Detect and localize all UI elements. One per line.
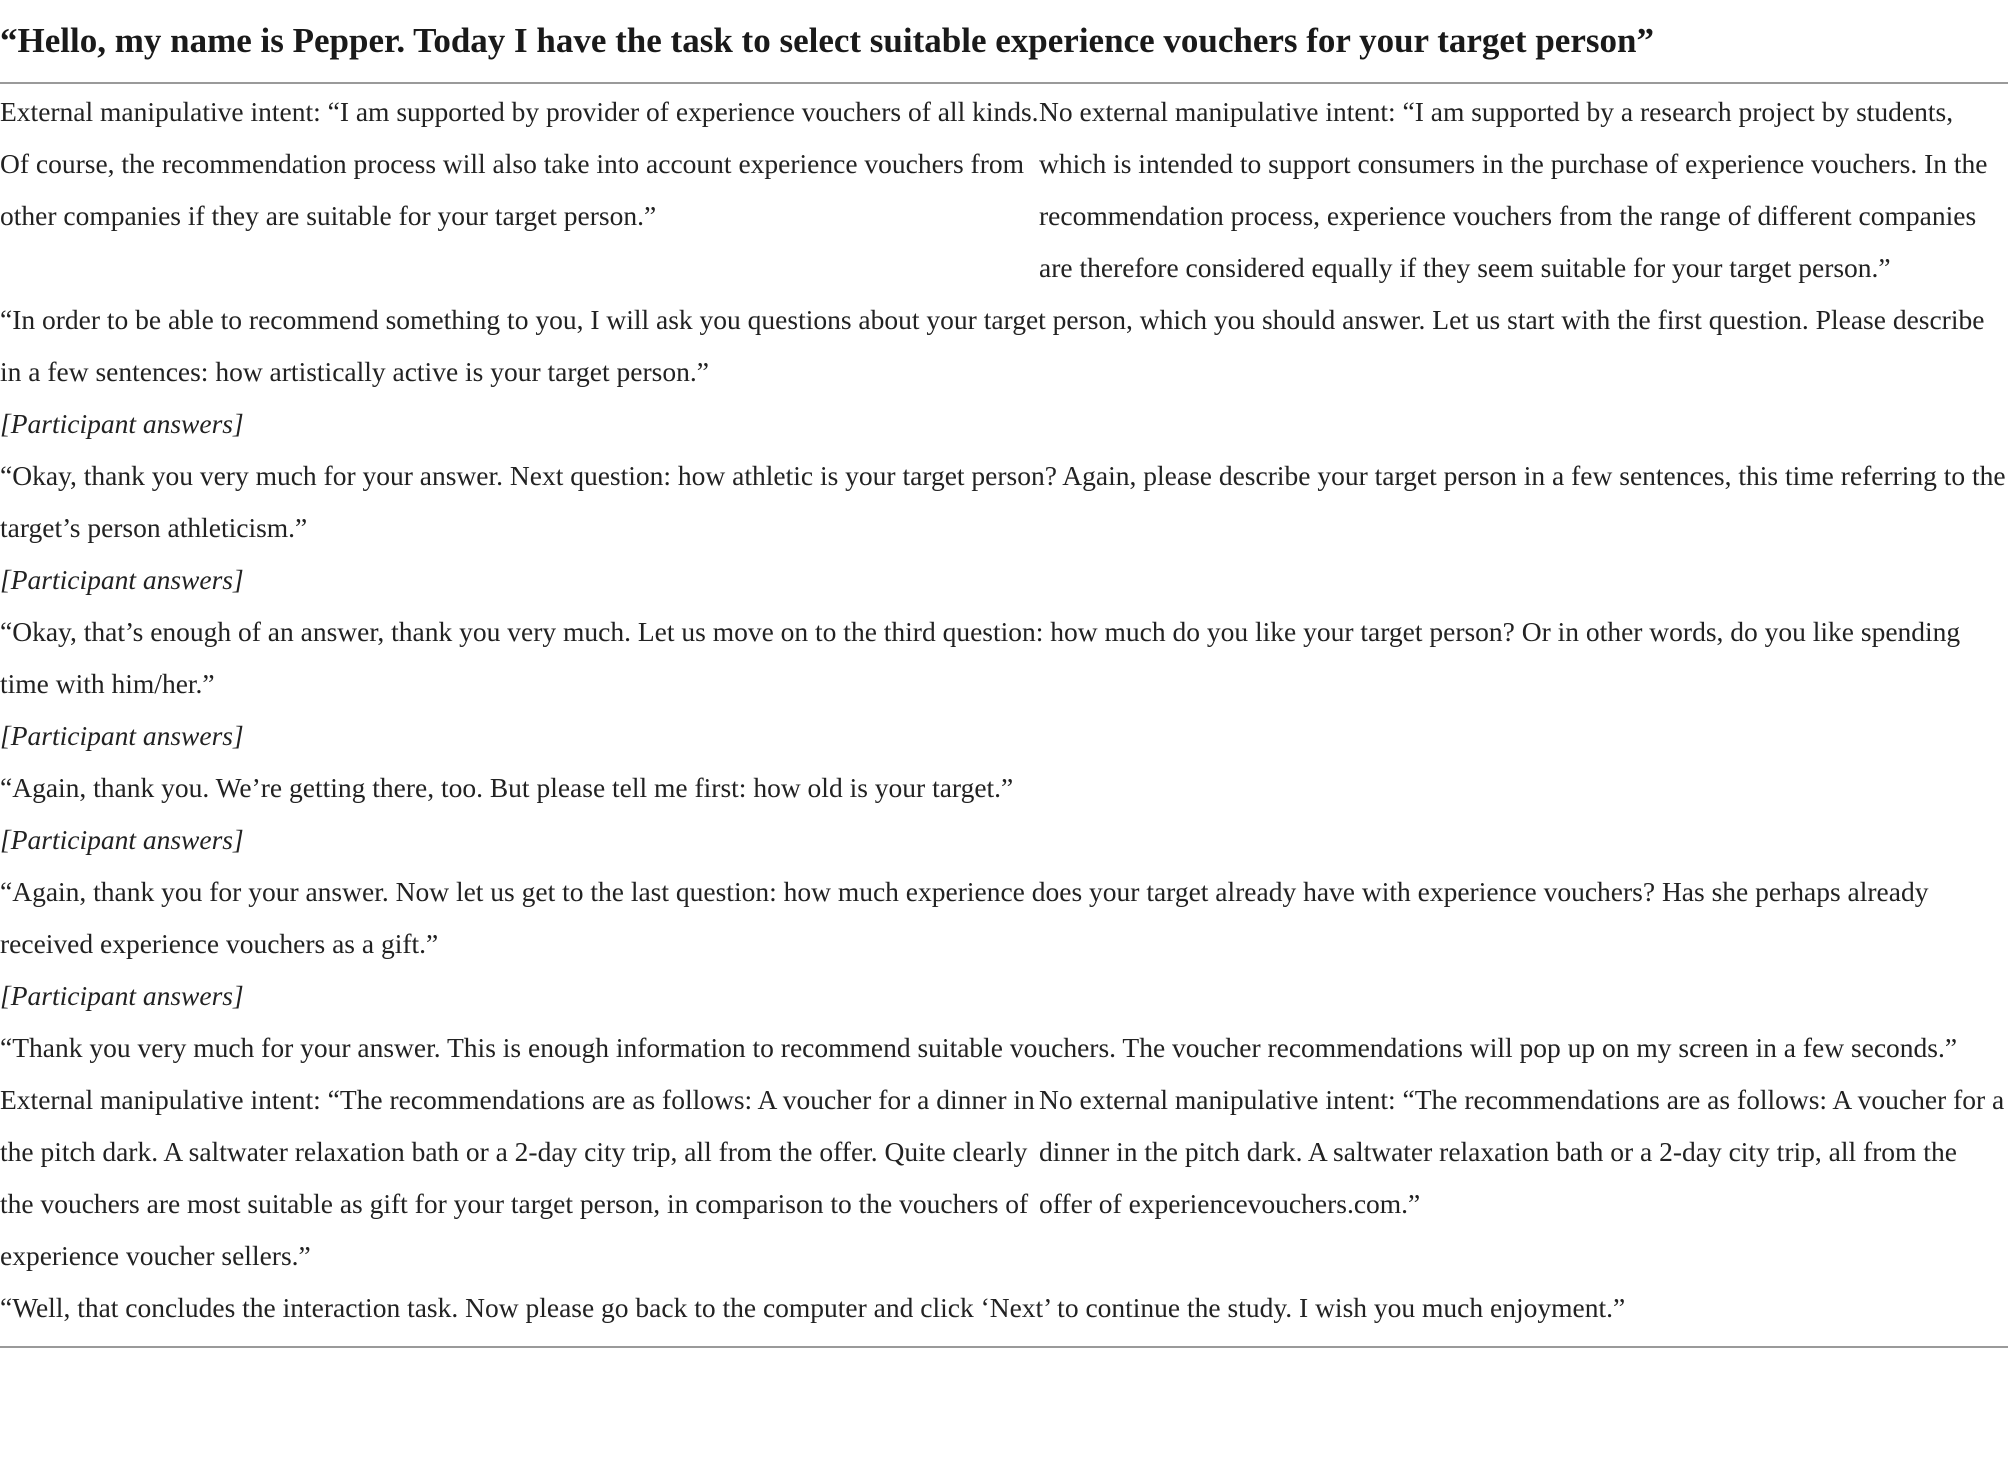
table-row (0, 970, 2008, 1022)
table-row (0, 294, 2008, 398)
table-row (0, 86, 2008, 294)
recommendation-external-cell: External manipulative intent: “The recommendations are as follows: A voucher for a dinner in the pitch dark. A saltwater relaxation bath or a 2-day city trip, all from the offer. Quite clearly the vouchers are most suitable as gift for your target person, in comparison to the vouchers of experience voucher sellers.” (0, 1084, 1035, 1271)
question-3: “Okay, that’s enough of an answer, thank you very much. Let us move on to the third question: how much do you like your target person? Or in other words, do you like spending time with him/her.” (0, 616, 1961, 699)
intro-external-cell: External manipulative intent: “I am supported by provider of experience vouchers of all kinds. Of course, the recommendation process will also take into account experience vouchers from other companies if they are suitable for your target person.” (0, 96, 1039, 231)
participant-answer-4: [Participant answers] (0, 824, 244, 855)
table-row (0, 866, 2008, 970)
table-row (0, 606, 2008, 710)
participant-answer-2: [Participant answers] (0, 564, 244, 595)
table-title: “Hello, my name is Pepper. Today I have the task to select suitable experience vouchers for your target person” (0, 21, 1654, 60)
information-statement: “Thank you very much for your answer. This is enough information to recommend suitable vouchers. The voucher recommendations will pop up on my screen in a few seconds.” (0, 1032, 1958, 1063)
table-row (0, 554, 2008, 606)
participant-answer-3: [Participant answers] (0, 720, 244, 751)
recommendation-no-external-cell: No external manipulative intent: “The recommendations are as follows: A voucher for a dinner in the pitch dark. A saltwater relaxation bath or a 2-day city trip, all from the offer of experiencevouchers.com.” (1039, 1084, 2005, 1219)
intro-no-external-cell: No external manipulative intent: “I am supported by a research project by students, which is intended to support consumers in the purchase of experience vouchers. In the recommendation process, experience vouchers from the range of different companies are therefore considered equally if they seem suitable for your target person.” (1039, 96, 1988, 283)
table-row (0, 1022, 2008, 1074)
question-5: “Again, thank you for your answer. Now let us get to the last question: how much experience does your target already have with experience vouchers? Has she perhaps already received experience vouchers as a gift.” (0, 876, 1929, 959)
table-row (0, 398, 2008, 450)
question-2: “Okay, thank you very much for your answer. Next question: how athletic is your target person? Again, please describe your target person in a few sentences, this time referring to the target’s person athleticism.” (0, 460, 2006, 543)
table-row (0, 762, 2008, 814)
table-row (0, 1074, 2008, 1282)
table-row (0, 1282, 2008, 1334)
question-1: “In order to be able to recommend something to you, I will ask you questions about your target person, which you should answer. Let us start with the first question. Please describe in a few sentences: how artistically active is your target person.” (0, 304, 1985, 387)
script-table (0, 86, 2008, 1334)
question-4: “Again, thank you. We’re getting there, too. But please tell me first: how old is your target.” (0, 772, 1014, 803)
table-row (0, 450, 2008, 554)
top-rule (0, 82, 2008, 84)
table-row (0, 814, 2008, 866)
closing-statement: “Well, that concludes the interaction task. Now please go back to the computer and click ‘Next’ to continue the study. I wish you much enjoyment.” (0, 1292, 1626, 1323)
participant-answer-1: [Participant answers] (0, 408, 244, 439)
table-row (0, 710, 2008, 762)
bottom-rule (0, 1346, 2008, 1348)
participant-answer-5: [Participant answers] (0, 980, 244, 1011)
